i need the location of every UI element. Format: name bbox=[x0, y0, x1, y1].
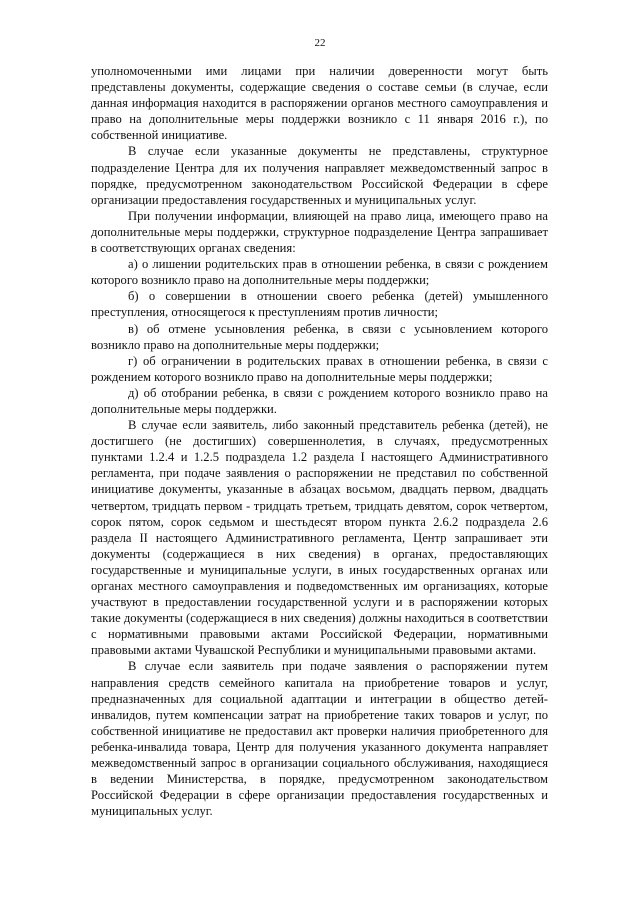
list-item-a: а) о лишении родительских прав в отношении ребенка, в связи с рождением которого возникло право на дополнительные меры поддержки; bbox=[91, 257, 548, 288]
paragraph-disabled-child-goods: В случае если заявитель при подаче заявления о распоряжении путем направления средств семейного капитала на приобретение товаров и услуг, предназначенных для социальной адаптации и интеграции в общество детей-инвалидов, путем компенсации затрат на приобретение таких товаров и услуг, по собственной инициативе не предоставил акт проверки наличия приобретенного для ребенка-инвалида товара, Центр для получения указанного документа направляет межведомственный запрос в организации социального обслуживания, находящиеся в ведении Министерства, в порядке, предусмотренном законодательством Российской Федерации в сфере организации предоставления государственных и муниципальных услуг. bbox=[91, 659, 548, 819]
paragraph-applicant-documents: В случае если заявитель, либо законный представитель ребенка (детей), не достигшего (не достигших) совершеннолетия, в случаях, предусмотренных пунктами 1.2.4 и 1.2.5 подраздела 1.2 раздела I настоящего Административного регламента, при подаче заявления о распоряжении не представил по собственной инициативе документы, указанные в абзацах восьмом, двадцать первом, двадцать четвертом, тридцать первом - тридцать третьем, тридцать девятом, сорок четвертом, сорок пятом, сорок седьмом и шестьдесят втором пункта 2.6.2 подраздела 2.6 раздела II настоящего Административного регламента, Центр запрашивает эти документы (содержащиеся в них сведения) в органах, предоставляющих государственные и муниципальные услуги, в иных государственных органах или органах местного самоуправления и подведомственных им организациях, которые участвуют в предоставлении государственной услуги и в распоряжении которых такие документы (содержащиеся в них сведения) должны находиться в соответствии с нормативными правовыми актами Российской Федерации, нормативными правовыми актами Чувашской Республики и муниципальными правовыми актами. bbox=[91, 418, 548, 658]
list-item-v: в) об отмене усыновления ребенка, в связи с усыновлением которого возникло право на дополнительные меры поддержки; bbox=[91, 321, 548, 352]
paragraph-interagency-request: В случае если указанные документы не представлены, структурное подразделение Центра для их получения направляет межведомственный запрос в порядке, предусмотренном законодательством Российской Федерации в сфере организации предоставления государственных и муниципальных услуг. bbox=[91, 144, 548, 207]
list-item-b: б) о совершении в отношении своего ребенка (детей) умышленного преступления, относящегося к преступлениям против личности; bbox=[91, 289, 548, 320]
list-item-d: д) об отобрании ребенка, в связи с рождением которого возникло право на дополнительные меры поддержки. bbox=[91, 385, 548, 416]
list-item-g: г) об ограничении в родительских правах в отношении ребенка, в связи с рождением которого возникло право на дополнительные меры поддержки; bbox=[91, 353, 548, 384]
page-number: 22 bbox=[314, 37, 326, 49]
paragraph-information-request: При получении информации, влияющей на право лица, имеющего право на дополнительные меры поддержки, структурное подразделение Центра запрашивает в соответствующих органах сведения: bbox=[91, 208, 548, 256]
paragraph-continuation: уполномоченными ими лицами при наличии доверенности могут быть представлены документы, содержащие сведения о составе семьи (в случае, если данная информация находится в распоряжении органов местного самоуправления и право на дополнительные меры поддержки возникло с 11 января 2016 г.), по собственной инициативе. bbox=[91, 64, 548, 143]
document-body bbox=[91, 63, 548, 819]
